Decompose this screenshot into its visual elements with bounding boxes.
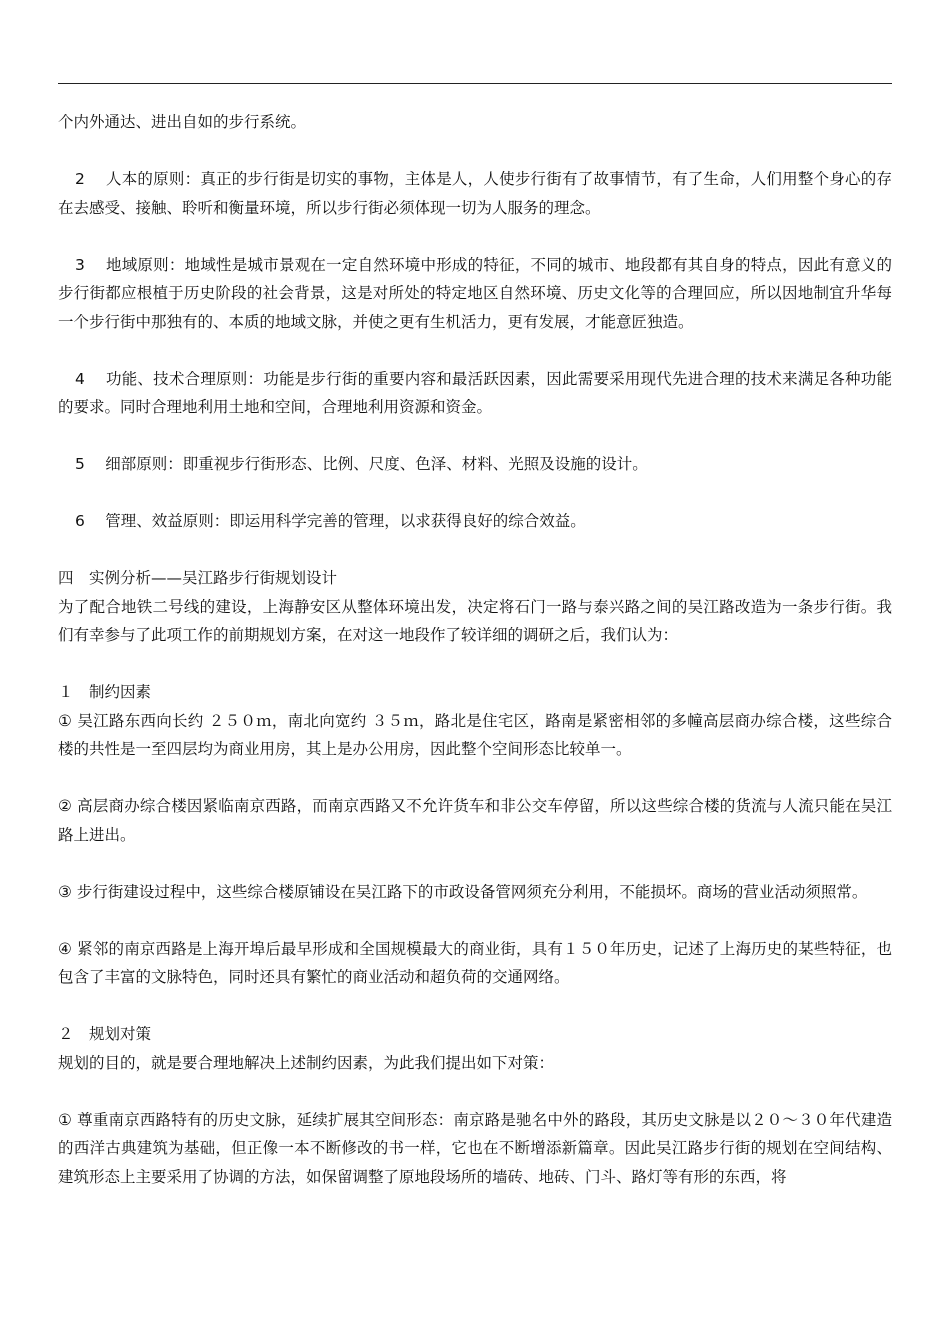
paragraph-principle-3: 3 地域原则：地域性是城市景观在一定自然环境中形成的特征，不同的城市、地段都有其自身的特点，因此有意义的步行街都应根植于历史阶段的社会背景，这是对所处的特定地区自然环境、历史文化等的合理回应，所以因地制宜升华每一个步行街中那独有的、本质的地域文脉，并使之更有生机活力，更有发展，才能意匠独造。 xyxy=(58,255,892,331)
constraint-item-2: ② 高层商办综合楼因紧临南京西路，而南京西路又不允许货车和非公交车停留，所以这些综合楼的货流与人流只能在吴江路上进出。 xyxy=(58,797,892,844)
paragraph-intro: 为了配合地铁二号线的建设，上海静安区从整体环境出发，决定将石门一路与泰兴路之间的吴江路改造为一条步行街。我们有幸参与了此项工作的前期规划方案，在对这一地段作了较详细的调研之后，我们认为： xyxy=(58,597,892,644)
constraint-item-1: ① 吴江路东西向长约 ２５０ｍ，南北向宽约 ３５ｍ，路北是住宅区，路南是紧密相邻的多幢高层商办综合楼，这些综合楼的共性是一至四层均为商业用房，其上是办公用房，因此整个空间形态比较单一。 xyxy=(58,711,892,758)
document-body xyxy=(58,108,892,1191)
paragraph-principle-4: 4 功能、技术合理原则：功能是步行街的重要内容和最活跃因素，因此需要采用现代先进合理的技术来满足各种功能的要求。同时合理地利用土地和空间，合理地利用资源和资金。 xyxy=(58,369,892,416)
subheading-constraints: １ 制约因素 xyxy=(58,683,152,701)
paragraph-continuation: 个内外通达、进出自如的步行系统。 xyxy=(58,113,307,131)
constraint-item-3: ③ 步行街建设过程中，这些综合楼原铺设在吴江路下的市政设备管网须充分利用，不能损坏。商场的营业活动须照常。 xyxy=(58,882,868,901)
subheading-strategies: ２ 规划对策 xyxy=(58,1025,152,1043)
paragraph-principle-2: 2 人本的原则：真正的步行街是切实的事物，主体是人，人使步行街有了故事情节，有了生命，人们用整个身心的存在去感受、接触、聆听和衡量环境，所以步行街必须体现一切为人服务的理念。 xyxy=(58,170,892,217)
strategy-item-1: ① 尊重南京西路特有的历史文脉，延续扩展其空间形态：南京路是驰名中外的路段，其历史文脉是以２０～３０年代建造的西洋古典建筑为基础，但正像一本不断修改的书一样，它也在不断增添新篇章。因此吴江路步行街的规划在空间结构、建筑形态上主要采用了协调的方法，如保留调整了原地段场所的墙砖、地砖、门斗、路灯等有形的东西，将 xyxy=(58,1110,892,1186)
paragraph-principle-5: 5 细部原则：即重视步行街形态、比例、尺度、色泽、材料、光照及设施的设计。 xyxy=(75,455,648,473)
paragraph-principle-6: 6 管理、效益原则：即运用科学完善的管理，以求获得良好的综合效益。 xyxy=(75,512,586,530)
section-heading-4: 四 实例分析——吴江路步行街规划设计 xyxy=(58,569,338,587)
header-rule xyxy=(58,83,892,84)
constraint-item-4: ④ 紧邻的南京西路是上海开埠后最早形成和全国规模最大的商业街，具有１５０年历史，记述了上海历史的某些特征，也包含了丰富的文脉特色，同时还具有繁忙的商业活动和超负荷的交通网络。 xyxy=(58,939,892,986)
paragraph-strategies-intro: 规划的目的，就是要合理地解决上述制约因素，为此我们提出如下对策： xyxy=(58,1053,555,1072)
